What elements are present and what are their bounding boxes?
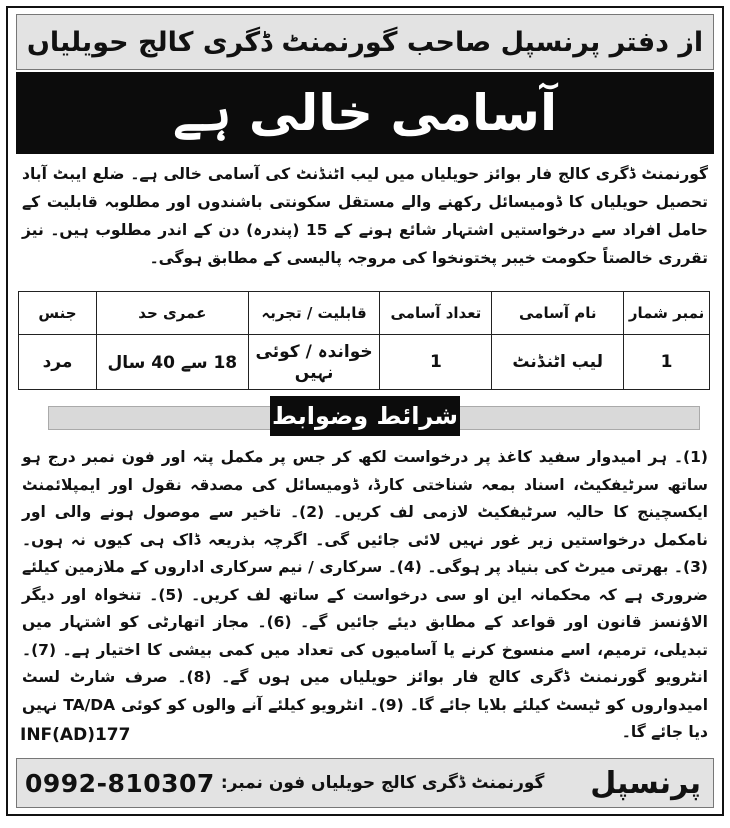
intro-paragraph: گورنمنٹ ڈگری کالج فار بوائز حویلیاں میں لیب اٹنڈنٹ کی آسامی خالی ہے۔ ضلع ایبٹ آباد تحصیل حویلیاں کا ڈومیسائل رکھنے والے مستقل سکونتی باشندوں اور مطلوبہ قابلیت کے حامل افراد سے درخواستیں اشتہار شائع ہونے کے 15 (پندرہ) دن کے اندر مطلوب ہیں۔ نیز تقرری خالصتاً حکومت خیبر پختونخوا کی مروجہ پالیسی کے مطابق ہوگی۔ — [22, 165, 708, 267]
header-post-name: نام آسامی — [492, 292, 624, 335]
header-qualification: قابلیت / تجربہ — [248, 292, 380, 335]
table-row — [19, 335, 710, 390]
cell-qualification: خواندہ / کوئی نہیں — [248, 335, 380, 390]
table-header-row — [19, 292, 710, 335]
header-age-limit: عمری حد — [96, 292, 248, 335]
header-post-count: تعداد آسامی — [380, 292, 492, 335]
footer-college-label: گورنمنٹ ڈگری کالج حویلیاں فون نمبر: — [220, 773, 545, 793]
header-serial: نمبر شمار — [624, 292, 710, 335]
terms-text: (1)۔ ہر امیدوار سفید کاغذ پر درخواست لکھ کر جس پر مکمل پتہ اور فون نمبر درج ہو ساتھ سرٹیفکیٹ، اسناد بمعہ شناختی کارڈ، ڈومیسائل کی مصدقہ نقول اور ایمپلائمنٹ ایکسچینج کا حالیہ سرٹیفکیٹ لازمی لف کریں۔ (2)۔ تاخیر سے موصول ہونے والی اور نامکمل درخواستیں زیر غور نہیں لائی جائیں گی۔ اگرچہ بذریعہ ڈاک ہی کیوں نہ ہوں۔ (3)۔ بھرتی میرٹ کی بنیاد پر ہوگی۔ (4)۔ سرکاری / نیم سرکاری اداروں کے ملازمین کیلئے ضروری ہے کہ محکمانہ این او سی درخواست کے ساتھ لف کریں۔ (5)۔ تنخواہ اور دیگر الاؤنسز قانون اور قواعد کے مطابق دیئے جائیں گے۔ (6)۔ مجاز اتھارٹی کو اشتہار میں تبدیلی، ترمیم، اسے منسوخ کرنے یا آسامیوں کی تعداد میں کمی بیشی کا اختیار ہے۔ (7)۔ انٹرویو گورنمنٹ ڈگری کالج فار بوائز حویلیاں میں ہوں گے۔ (8)۔ صرف شارٹ لسٹ امیدواروں کو ٹیسٹ کیلئے بلایا جائے گا۔ (9)۔ انٹرویو کیلئے آنے والوں کو کوئی TA/DA نہیں دیا جائے گا۔ — [22, 448, 709, 741]
vacancy-banner: آسامی خالی ہے — [16, 72, 714, 154]
header-gender: جنس — [19, 292, 97, 335]
footer-principal: پرنسپل — [590, 765, 701, 801]
office-heading: از دفتر پرنسپل صاحب گورنمنٹ ڈگری کالج حویلیاں — [16, 14, 714, 70]
reference-number: INF(AD)177 — [20, 725, 131, 745]
cell-post-count: 1 — [380, 335, 492, 390]
posts-table — [18, 291, 710, 390]
cell-age-limit: 18 سے 40 سال — [96, 335, 248, 390]
phone-number: 0992-810307 — [25, 768, 215, 798]
terms-heading: شرائط وضوابط — [270, 396, 460, 436]
cell-post-name: لیب اٹنڈنٹ — [492, 335, 624, 390]
advertisement — [6, 6, 724, 816]
cell-serial: 1 — [624, 335, 710, 390]
cell-gender: مرد — [19, 335, 97, 390]
footer-bar — [16, 758, 714, 808]
